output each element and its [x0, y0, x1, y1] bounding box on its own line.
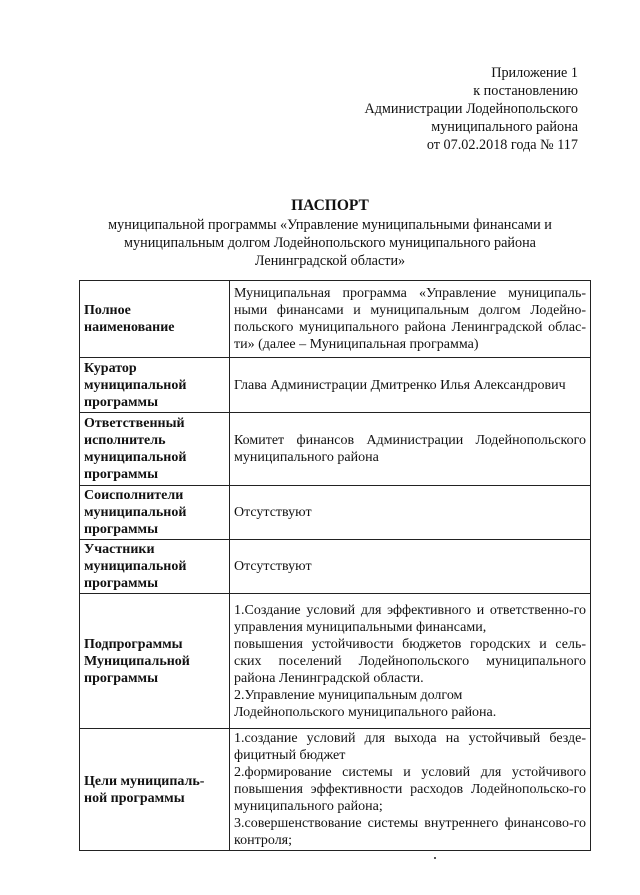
row-label: Ответственный исполнитель муниципальной программы: [80, 413, 230, 486]
table-row: [80, 281, 591, 358]
subtitle-line: муниципальным долгом Лодейнопольского муниципального района: [124, 235, 536, 251]
row-label: Цели муниципаль- ной программы: [80, 729, 230, 851]
row-label: Участники муниципальной программы: [80, 540, 230, 594]
appendix-line: к постановлению: [473, 83, 578, 99]
document-title-block: [60, 196, 600, 270]
table-row: [80, 729, 591, 851]
subtitle-line: Ленинградской области»: [254, 253, 406, 269]
document-subtitle: [60, 216, 600, 270]
appendix-line: Приложение 1: [491, 65, 578, 81]
row-value: 1.создание условий для выхода на устойчивый безде-фицитный бюджет 2.формирование системы и условий для устойчивого повышения эффективности расходов Лодейнопольско-го муниципального района; 3.совершенствование системы внутреннего финансово-го контроля;: [230, 729, 591, 851]
appendix-line: от 07.02.2018 года № 117: [426, 137, 578, 153]
passport-table: [79, 280, 591, 851]
row-label: Полное наименование: [80, 281, 230, 358]
table-row: [80, 413, 591, 486]
row-value: Муниципальная программа «Управление муниципаль-ными финансами и муниципальным долгом Лодейно-польского муниципального района Ленинградской облас-ти» (далее – Муниципальная программа): [230, 281, 591, 358]
table-row: [80, 540, 591, 594]
row-value: Отсутствуют: [230, 540, 591, 594]
appendix-header: [364, 64, 578, 154]
row-label: Подпрограммы Муниципальной программы: [80, 594, 230, 729]
subtitle-line: муниципальной программы «Управление муниципальными финансами и: [108, 217, 552, 233]
table-row: [80, 358, 591, 413]
row-value: Глава Администрации Дмитренко Илья Александрович: [230, 358, 591, 413]
document-title: ПАСПОРТ: [291, 197, 369, 214]
appendix-line: муниципального района: [431, 119, 578, 135]
table-row: [80, 594, 591, 729]
row-value: Отсутствуют: [230, 486, 591, 540]
row-label: Куратор муниципальной программы: [80, 358, 230, 413]
table-row: [80, 486, 591, 540]
row-label: Соисполнители муниципальной программы: [80, 486, 230, 540]
appendix-line: Администрации Лодейнопольского: [364, 101, 578, 117]
row-value: Комитет финансов Администрации Лодейнопольского муниципального района: [230, 413, 591, 486]
scan-speck: [434, 857, 436, 859]
row-value: 1.Создание условий для эффективного и ответственно-го управления муниципальными финансами, повышения устойчивости бюджетов городских и сель-ских поселений Лодейнопольского муниципального района Ленинградской области. 2.Управление муниципальным долгом Лодейнопольского муниципального района.: [230, 594, 591, 729]
